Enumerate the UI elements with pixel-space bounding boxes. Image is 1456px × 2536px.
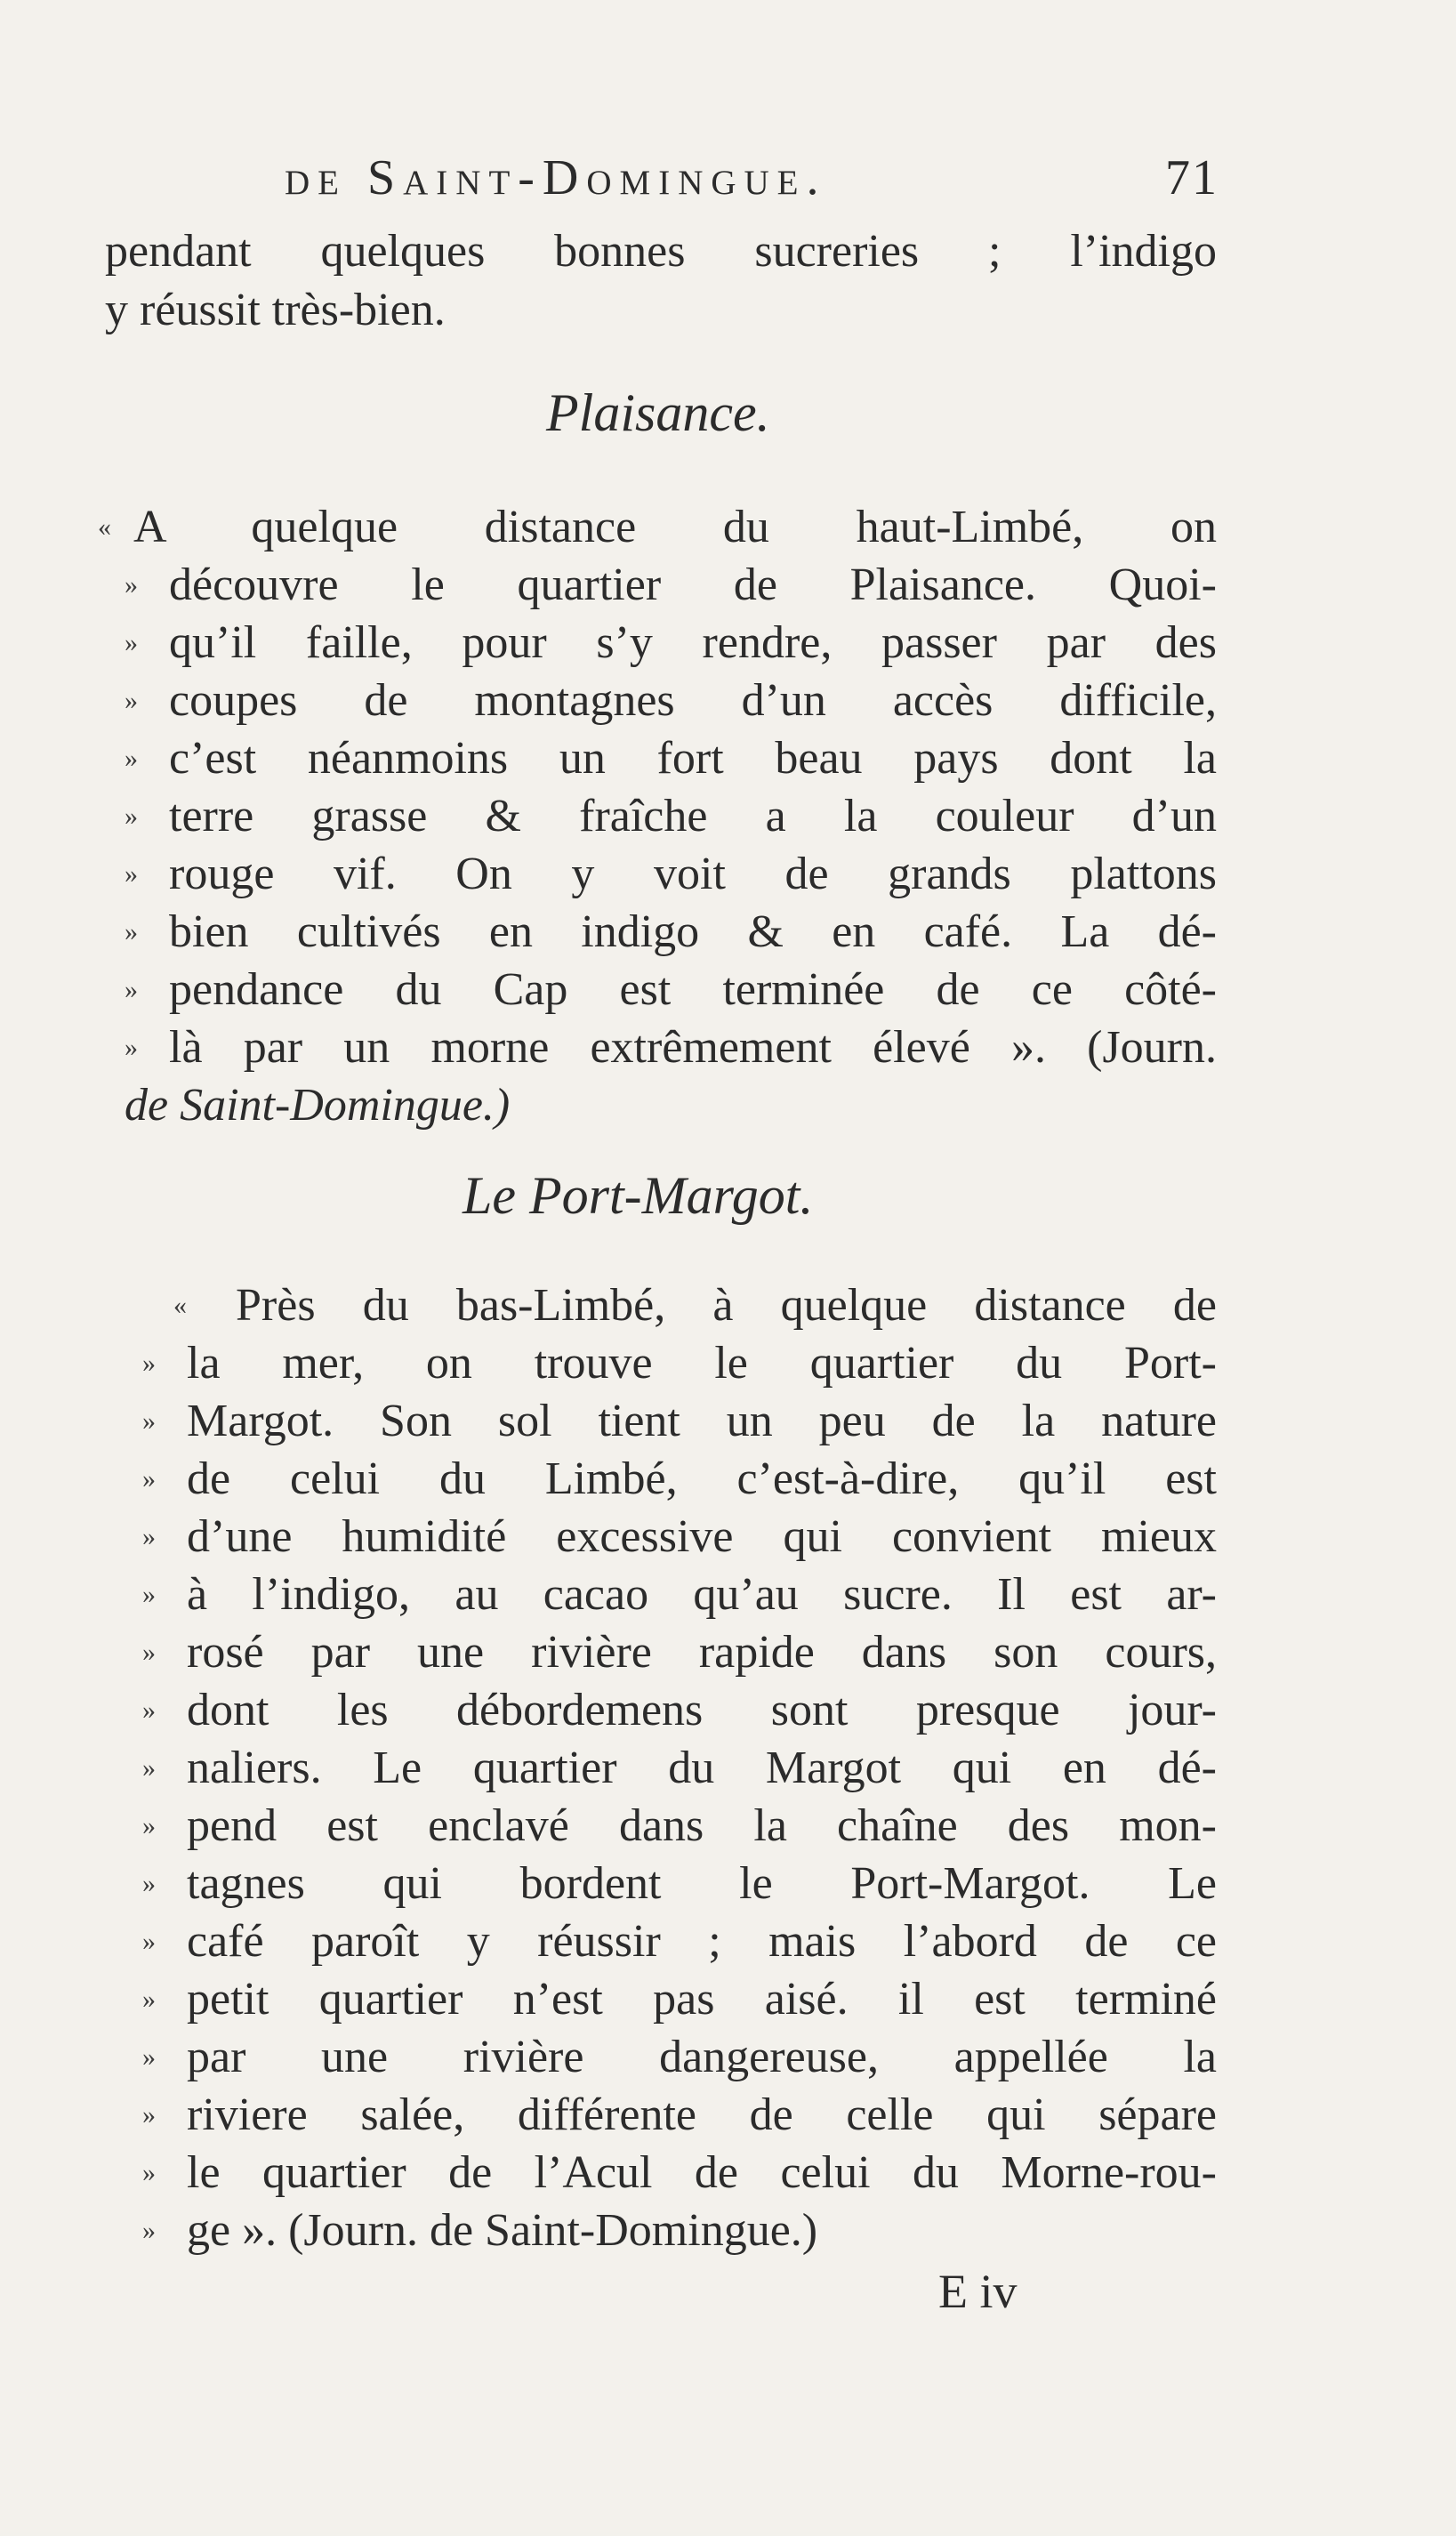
line-text: rouge vif. On y voit de grands plattons (169, 849, 1217, 899)
line-text: Margot. Son sol tient un peu de la nature (187, 1396, 1217, 1446)
line-text: riviere salée, différente de celle qui sépare (187, 2089, 1217, 2140)
continuation-quote-mark: » (142, 1349, 156, 1378)
quoted-line (125, 787, 1217, 849)
body-line: pendant quelques bonnes sucreries ; l’indigo (105, 226, 1217, 277)
quoted-line (142, 1970, 1217, 2033)
quoted-line (125, 729, 1217, 792)
continuation-quote-mark: » (142, 2100, 156, 2129)
line-text: le quartier de l’Acul de celui du Morne-rou- (187, 2147, 1217, 2198)
quoted-line (142, 2144, 1217, 2206)
quoted-line (142, 2086, 1217, 2148)
line-text: petit quartier n’est pas aisé. il est terminé (187, 1974, 1217, 2025)
continuation-quote-mark: » (125, 859, 138, 889)
line-text: pend est enclavé dans la chaîne des mon- (187, 1800, 1217, 1851)
quoted-line (125, 903, 1217, 965)
body-line: y réussit très-bien. (105, 285, 446, 335)
continuation-quote-mark: » (142, 1522, 156, 1551)
section-heading-plaisance: Plaisance. (546, 383, 770, 442)
continuation-quote-mark: » (142, 1811, 156, 1840)
opening-quote-mark: « (98, 512, 111, 542)
quoted-line (142, 1912, 1217, 1975)
continuation-quote-mark: » (142, 1464, 156, 1493)
quoted-line (142, 1623, 1217, 1686)
page-number: 71 (1165, 150, 1219, 205)
quoted-line (125, 845, 1217, 907)
line-text: rosé par une rivière rapide dans son cours, (187, 1627, 1217, 1678)
signature-mark: E iv (938, 2265, 1018, 2318)
line-text: par une rivière dangereuse, appellée la (187, 2032, 1217, 2082)
quoted-line (173, 1276, 1217, 1339)
line-text: d’une humidité excessive qui convient mieux (187, 1511, 1217, 1562)
quoted-line (142, 1739, 1217, 1801)
line-text: pendance du Cap est terminée de ce côté- (169, 964, 1217, 1015)
quoted-line (142, 1392, 1217, 1454)
continuation-quote-mark: » (142, 2042, 156, 2072)
quoted-line (142, 1334, 1217, 1397)
continuation-quote-mark: » (142, 1753, 156, 1783)
line-text: de celui du Limbé, c’est-à-dire, qu’il est (187, 1453, 1217, 1504)
line-text: ge ». (Journ. de Saint-Domingue.) (187, 2205, 818, 2256)
continuation-quote-mark: » (142, 2216, 156, 2245)
continuation-quote-mark: » (142, 1985, 156, 2014)
line-text: tagnes qui bordent le Port-Margot. Le (187, 1858, 1217, 1909)
line-text: là par un morne extrêmement élevé ». (Journ. (169, 1022, 1217, 1073)
continuation-quote-mark: » (142, 1638, 156, 1667)
continuation-quote-mark: » (142, 2158, 156, 2187)
continuation-quote-mark: » (125, 1033, 138, 1062)
quoted-line (125, 1018, 1217, 1081)
continuation-quote-mark: » (125, 917, 138, 946)
continuation-quote-mark: » (142, 1695, 156, 1725)
continuation-quote-mark: » (142, 1580, 156, 1609)
line-text: découvre le quartier de Plaisance. Quoi- (169, 560, 1217, 610)
quoted-line (142, 1681, 1217, 1743)
continuation-quote-mark: » (142, 1927, 156, 1956)
continuation-quote-mark: » (142, 1406, 156, 1436)
line-text: dont les débordemens sont presque jour- (187, 1685, 1217, 1735)
quoted-line (142, 2202, 1217, 2264)
line-text: la mer, on trouve le quartier du Port- (187, 1338, 1217, 1389)
quoted-line (125, 672, 1217, 734)
line-text: naliers. Le quartier du Margot qui en dé- (187, 1743, 1217, 1793)
running-head-title: de Saint-Domingue. (285, 150, 827, 205)
continuation-quote-mark: » (142, 1869, 156, 1898)
quoted-line (125, 556, 1217, 618)
running-head (285, 149, 1219, 221)
quoted-line (125, 614, 1217, 676)
continuation-quote-mark: » (125, 628, 138, 657)
line-text: A quelque distance du haut-Limbé, on (133, 502, 1217, 552)
line-text: c’est néanmoins un fort beau pays dont la (169, 733, 1217, 784)
line-text: bien cultivés en indigo & en café. La dé- (169, 906, 1217, 957)
line-text: coupes de montagnes d’un accès difficile, (169, 675, 1217, 726)
quoted-line (98, 498, 1217, 560)
quoted-line (142, 1797, 1217, 1859)
quoted-line (142, 2028, 1217, 2090)
continuation-quote-mark: » (125, 686, 138, 715)
line-text: Près du bas-Limbé, à quelque distance de (236, 1280, 1217, 1331)
line-text: qu’il faille, pour s’y rendre, passer par des (169, 617, 1217, 668)
citation-line: de Saint-Domingue.) (125, 1080, 511, 1131)
quoted-line (142, 1855, 1217, 1917)
line-text: à l’indigo, au cacao qu’au sucre. Il est ar- (187, 1569, 1217, 1620)
line-text: terre grasse & fraîche a la couleur d’un (169, 791, 1217, 841)
continuation-quote-mark: » (125, 744, 138, 773)
continuation-quote-mark: » (125, 975, 138, 1004)
quoted-line (125, 961, 1217, 1023)
quoted-line (142, 1566, 1217, 1628)
continuation-quote-mark: » (125, 801, 138, 831)
section-heading-port-margot: Le Port-Margot. (463, 1166, 814, 1225)
line-text: café paroît y réussir ; mais l’abord de ce (187, 1916, 1217, 1967)
opening-quote-mark: « (173, 1291, 187, 1320)
continuation-quote-mark: » (125, 570, 138, 600)
quoted-line (142, 1450, 1217, 1512)
quoted-line (142, 1508, 1217, 1570)
